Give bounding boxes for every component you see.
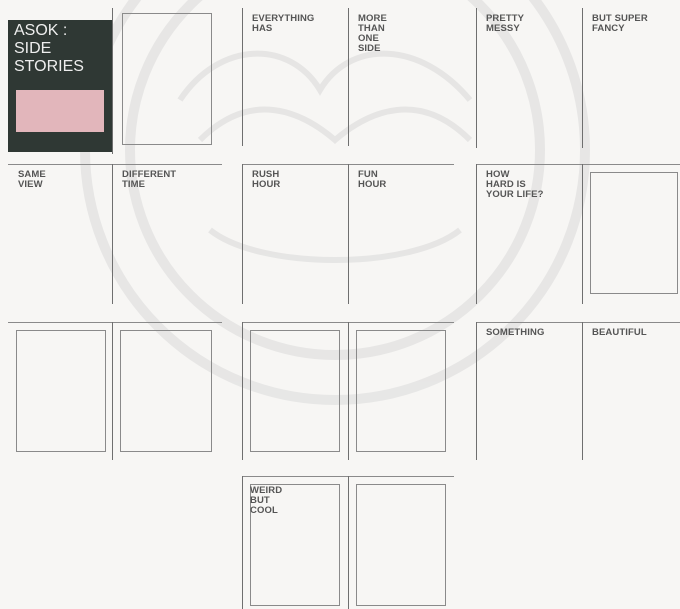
- page-right: [348, 164, 454, 304]
- page-left: [476, 8, 582, 148]
- spread-rush-hour: [242, 164, 454, 304]
- page-label: MORE THAN ONE SIDE: [358, 13, 387, 54]
- spread-pretty-messy: [476, 8, 680, 148]
- page-label: DIFFERENT TIME: [122, 169, 177, 190]
- page-left: [476, 164, 582, 304]
- page-right: [582, 322, 680, 460]
- page-label: EVERYTHING HAS: [252, 13, 315, 34]
- page-left: [8, 164, 112, 304]
- spine-line: [582, 164, 583, 304]
- image-frame: [356, 484, 446, 606]
- spread-weird-but-cool: [242, 476, 454, 609]
- spread-cover: [0, 8, 222, 154]
- page-label: WEIRD BUT COOL: [250, 485, 283, 516]
- page-right: [582, 8, 680, 148]
- page-label: PRETTY MESSY: [486, 13, 525, 34]
- cover-title: ASOK : SIDE STORIES: [14, 22, 84, 75]
- page-label: SOMETHING: [486, 327, 545, 338]
- spine-line: [348, 476, 349, 609]
- left-edge-line: [242, 476, 243, 609]
- left-edge-line: [242, 322, 243, 460]
- image-frame: [590, 172, 678, 294]
- spine-line: [348, 322, 349, 460]
- page-right: [348, 8, 454, 146]
- spread-how-hard: [476, 164, 680, 304]
- spread-something-beautiful: [476, 322, 680, 460]
- image-frame: [122, 13, 212, 145]
- page-label: SAME VIEW: [18, 169, 46, 190]
- spread-frames-mid: [242, 322, 454, 460]
- page-label: RUSH HOUR: [252, 169, 281, 190]
- spread-same-view: [8, 164, 222, 304]
- cover-pink-block: [16, 90, 104, 132]
- page-right: [112, 164, 222, 304]
- spread-frames-left: [8, 322, 222, 460]
- page-label: FUN HOUR: [358, 169, 387, 190]
- page-label: BEAUTIFUL: [592, 327, 647, 338]
- image-frame: [16, 330, 106, 452]
- page-left: [242, 8, 348, 146]
- page-label: HOW HARD IS YOUR LIFE?: [486, 169, 544, 200]
- spread-everything-has: [242, 8, 454, 146]
- page-left: [476, 322, 582, 460]
- image-frame: [250, 330, 340, 452]
- cover-panel: [8, 20, 112, 152]
- image-frame: [356, 330, 446, 452]
- spine-line: [112, 322, 113, 460]
- top-line: [8, 322, 222, 323]
- spine-line: [112, 8, 113, 154]
- image-frame: [120, 330, 212, 452]
- page-label: BUT SUPER FANCY: [592, 13, 648, 34]
- page-left: [242, 164, 348, 304]
